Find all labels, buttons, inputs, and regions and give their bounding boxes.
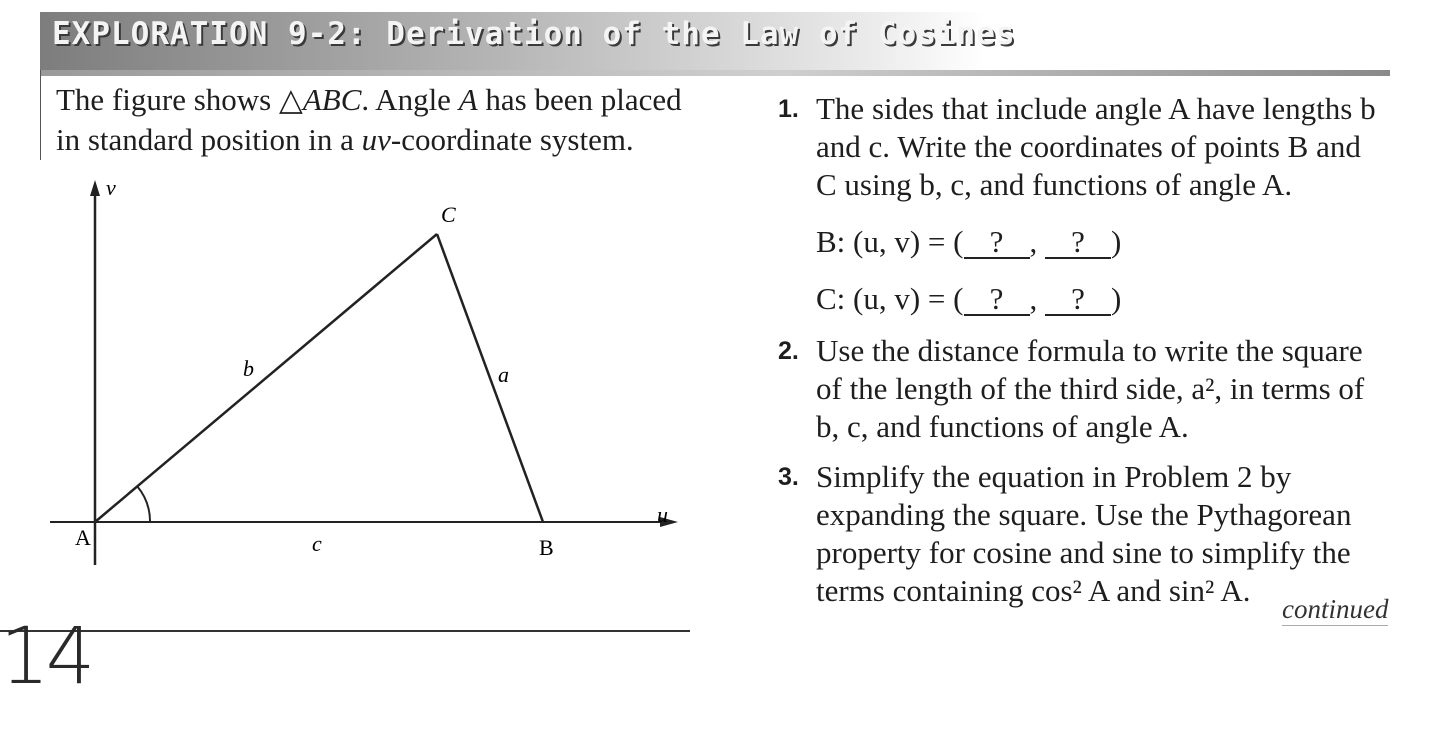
- v-axis-arrow: [90, 180, 100, 196]
- question-line: The sides that include angle A have lengths b: [816, 91, 1376, 126]
- vertex-a-label: A: [75, 525, 91, 550]
- exploration-title: EXPLORATION 9-2: Derivation of the Law of Cosines: [52, 16, 1016, 52]
- question-line: and c. Write the coordinates of points B and: [816, 129, 1361, 164]
- side-c-label: c: [312, 531, 322, 556]
- triangle-figure: [0, 160, 720, 620]
- coord-c-line: C: (u, v) = ( ? , ? ): [816, 281, 1122, 316]
- question-line: expanding the square. Use the Pythagorean: [816, 497, 1352, 532]
- angle-a-arc: [137, 486, 150, 522]
- question-number: 2.: [778, 337, 799, 365]
- question-line: Use the distance formula to write the square: [816, 333, 1363, 368]
- question-3: [778, 458, 1398, 610]
- question-number: 3.: [778, 463, 799, 491]
- vertex-c-label: C: [441, 202, 456, 227]
- side-a-label: a: [498, 362, 509, 387]
- answer-blank[interactable]: ?: [964, 227, 1030, 259]
- answer-blank[interactable]: ?: [1045, 227, 1111, 259]
- side-b-label: b: [243, 356, 254, 381]
- answer-blank[interactable]: ?: [964, 284, 1030, 316]
- question-line: b, c, and functions of angle A.: [816, 409, 1189, 444]
- question-line: Simplify the equation in Problem 2 by: [816, 459, 1292, 494]
- bottom-rule: [0, 630, 690, 632]
- header-rule: [40, 70, 1390, 76]
- question-number: 1.: [778, 95, 799, 123]
- axis-u-label: u: [657, 502, 668, 527]
- page-number: 14: [0, 612, 92, 702]
- question-line: property for cosine and sine to simplify the: [816, 535, 1351, 570]
- continued-note: continued: [1282, 594, 1389, 624]
- intro-paragraph: The figure shows △ABC. Angle A has been placed in standard position in a uv-coordinate system.: [56, 82, 682, 157]
- margin-line: [40, 70, 41, 160]
- question-line: C using b, c, and functions of angle A.: [816, 167, 1293, 202]
- side-b-line: [95, 234, 437, 522]
- question-2: [778, 332, 1398, 446]
- question-1: [778, 90, 1398, 204]
- question-line: terms containing cos² A and sin² A.: [816, 573, 1251, 608]
- answer-blank[interactable]: ?: [1045, 284, 1111, 316]
- question-line: of the length of the third side, a², in terms of: [816, 371, 1365, 406]
- side-a-line: [437, 234, 543, 522]
- vertex-b-label: B: [539, 535, 554, 560]
- coord-b-line: B: (u, v) = ( ? , ? ): [816, 224, 1122, 259]
- axis-v-label: v: [106, 175, 116, 200]
